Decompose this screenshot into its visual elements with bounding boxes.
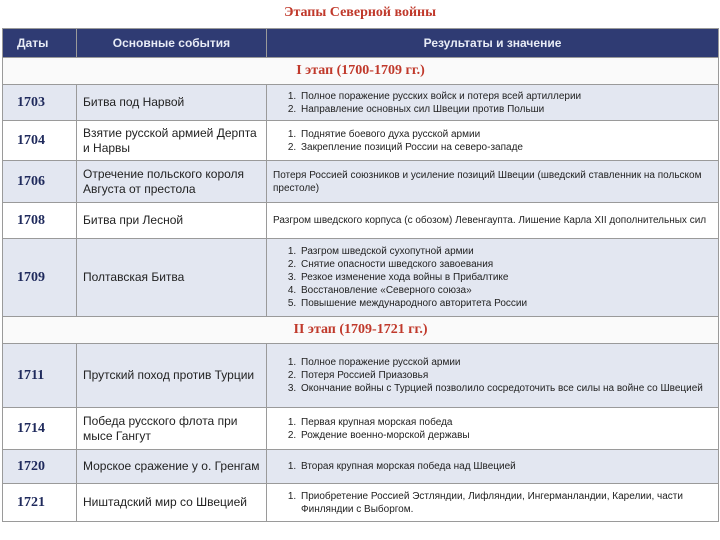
results-list — [273, 490, 712, 516]
event-cell: Морское сражение у о. Гренгам — [77, 450, 267, 484]
results-cell — [267, 161, 719, 203]
results-list — [273, 245, 712, 310]
results-cell — [267, 484, 719, 522]
event-cell: Полтавская Битва — [77, 239, 267, 317]
result-text: Разгром шведского корпуса (с обозом) Левенгаупта. Лишение Карла XII дополнительных сил — [273, 215, 707, 226]
result-item: 1. Вторая крупная морская победа над Швецией — [299, 460, 712, 473]
event-cell: Битва при Лесной — [77, 203, 267, 239]
results-list — [273, 416, 712, 442]
year-cell: 1704 — [3, 121, 77, 161]
table-row — [3, 239, 719, 317]
results-cell — [267, 85, 719, 121]
stage1-row — [3, 58, 719, 85]
results-cell — [267, 408, 719, 450]
result-item: 2. Закрепление позиций России на северо-западе — [299, 141, 712, 154]
events-table — [2, 28, 719, 522]
year-cell: 1711 — [3, 344, 77, 408]
table-row — [3, 203, 719, 239]
event-cell: Взятие русской армией Дерпта и Нарвы — [77, 121, 267, 161]
year-cell: 1708 — [3, 203, 77, 239]
result-item: 1. Приобретение Россией Эстляндии, Лифляндии, Ингерманландии, Карелии, части Финляндии с Выборгом. — [299, 490, 712, 516]
results-list — [273, 128, 712, 154]
year-cell: 1709 — [3, 239, 77, 317]
result-item: 1. Поднятие боевого духа русской армии — [299, 128, 712, 141]
event-cell: Ништадский мир со Швецией — [77, 484, 267, 522]
table-row — [3, 85, 719, 121]
results-list — [273, 90, 712, 116]
results-cell — [267, 344, 719, 408]
table-row — [3, 450, 719, 484]
header-results: Результаты и значение — [267, 29, 719, 58]
results-cell — [267, 121, 719, 161]
result-item: 4. Восстановление «Северного союза» — [299, 284, 712, 297]
result-item: 2. Снятие опасности шведского завоевания — [299, 258, 712, 271]
table-row — [3, 408, 719, 450]
year-cell: 1721 — [3, 484, 77, 522]
result-item: 1. Первая крупная морская победа — [299, 416, 712, 429]
event-cell: Битва под Нарвой — [77, 85, 267, 121]
results-list — [273, 460, 712, 473]
stage2-row — [3, 317, 719, 344]
result-item: 5. Повышение международного авторитета России — [299, 297, 712, 310]
results-list — [273, 356, 712, 395]
results-cell — [267, 450, 719, 484]
year-cell: 1703 — [3, 85, 77, 121]
header-row — [3, 29, 719, 58]
table-row — [3, 344, 719, 408]
table-row — [3, 121, 719, 161]
result-item: 1. Разгром шведской сухопутной армии — [299, 245, 712, 258]
result-item: 3. Окончание войны с Турцией позволило сосредоточить все силы на войне со Швецией — [299, 382, 712, 395]
event-cell: Прутский поход против Турции — [77, 344, 267, 408]
page-title: Этапы Северной войны — [283, 5, 437, 20]
stage2-heading: II этап (1709-1721 гг.) — [3, 317, 719, 344]
result-item: 3. Резкое изменение хода войны в Прибалтике — [299, 271, 712, 284]
year-cell: 1706 — [3, 161, 77, 203]
table-row — [3, 484, 719, 522]
year-cell: 1714 — [3, 408, 77, 450]
result-text: Потеря Россией союзников и усиление позиций Швеции (шведский ставленник на польском престоле) — [273, 169, 702, 194]
header-events: Основные события — [77, 29, 267, 58]
result-item: 2. Потеря Россией Приазовья — [299, 369, 712, 382]
result-item: 1. Полное поражение русской армии — [299, 356, 712, 369]
results-cell — [267, 239, 719, 317]
result-item: 2. Направление основных сил Швеции против Польши — [299, 103, 712, 116]
event-cell: Отречение польского короля Августа от престола — [77, 161, 267, 203]
year-cell: 1720 — [3, 450, 77, 484]
stage1-heading: I этап (1700-1709 гг.) — [3, 58, 719, 85]
header-date: Даты — [3, 29, 77, 58]
result-item: 1. Полное поражение русских войск и потеря всей артиллерии — [299, 90, 712, 103]
results-cell — [267, 203, 719, 239]
result-item: 2. Рождение военно-морской державы — [299, 429, 712, 442]
event-cell: Победа русского флота при мысе Гангут — [77, 408, 267, 450]
table-row — [3, 161, 719, 203]
